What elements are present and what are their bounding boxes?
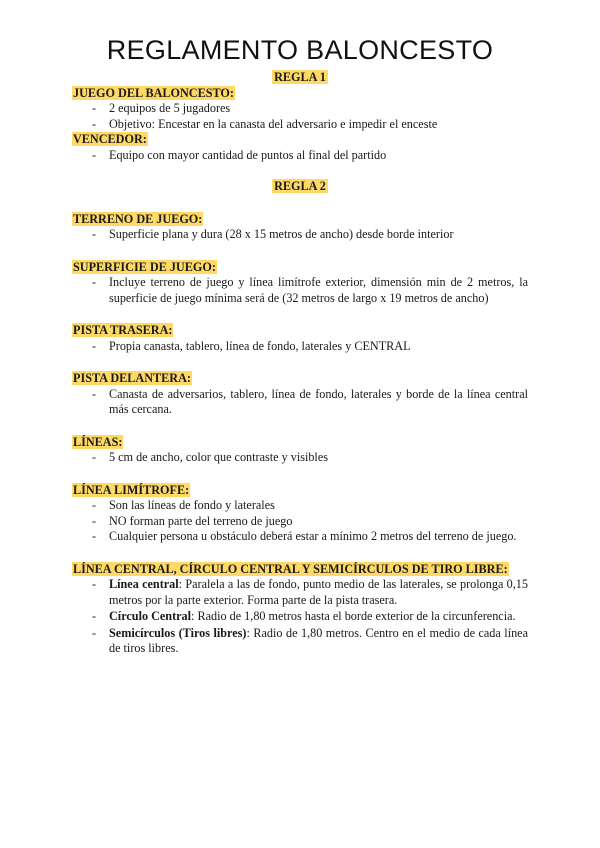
list-item: - Equipo con mayor cantidad de puntos al final del partido (92, 148, 528, 164)
heading-limitrofe: LÍNEA LIMÍTROFE: (73, 482, 190, 497)
list-lineas (72, 450, 528, 466)
term-linea-central: Línea central (109, 577, 179, 591)
list-limitrofe (72, 498, 528, 545)
section-superficie (72, 260, 528, 307)
heading-central: LÍNEA CENTRAL, CÍRCULO CENTRAL Y SEMICÍRCULOS DE TIRO LIBRE: (73, 561, 508, 576)
list-item: - Cualquier persona u obstáculo deberá estar a mínimo 2 metros del terreno de juego. (92, 529, 528, 545)
regla-2-label: REGLA 2 (274, 179, 326, 193)
heading-terreno: TERRENO DE JUEGO: (73, 211, 203, 226)
list-pista-trasera (72, 339, 528, 355)
list-item: - Son las líneas de fondo y laterales (92, 498, 528, 514)
heading-lineas: LÍNEAS: (73, 434, 123, 449)
list-item: - Incluye terreno de juego y línea limítrofe exterior, dimensión min de 2 metros, la superficie de juego mínima será de (32 metros de largo x 19 metros de ancho) (92, 275, 528, 306)
list-item: - 5 cm de ancho, color que contraste y visibles (92, 450, 528, 466)
term-semicirculos: Semicírculos (Tiros libres) (109, 625, 247, 640)
list-item: - Objetivo: Encestar en la canasta del adversario e impedir el enceste (92, 117, 528, 133)
regla-1-label: REGLA 1 (274, 70, 326, 84)
list-item: - Canasta de adversarios, tablero, línea de fondo, laterales y borde de la línea central más cercana. (92, 387, 528, 418)
list-item: - Círculo Central: Radio de 1,80 metros hasta el borde exterior de la circunferencia. (92, 609, 528, 625)
list-central (72, 577, 528, 657)
section-limitrofe (72, 483, 528, 545)
list-item: - 2 equipos de 5 jugadores (92, 101, 528, 117)
heading-pista-delantera: PISTA DELANTERA: (73, 371, 191, 385)
list-superficie (72, 275, 528, 306)
section-pista-delantera (72, 371, 528, 418)
list-vencedor (72, 148, 528, 164)
heading-vencedor: VENCEDOR: (73, 132, 147, 146)
term-circulo-central: Círculo Central (109, 609, 192, 623)
list-juego (72, 101, 528, 132)
list-item: - Semicírculos (Tiros libres): Radio de 1,80 metros. Centro en el medio de cada línea de tiros libres. (92, 626, 528, 657)
list-item: - Línea central: Paralela a las de fondo, punto medio de las laterales, se prolonga 0,15 metros por la parte exterior. Forma parte de la pista trasera. (92, 577, 528, 608)
section-lineas (72, 435, 528, 466)
section-terreno (72, 212, 528, 243)
section-pista-trasera (72, 323, 528, 354)
heading-superficie: SUPERFICIE DE JUEGO: (73, 259, 216, 274)
heading-pista-trasera: PISTA TRASERA: (73, 323, 173, 337)
list-terreno (72, 227, 528, 243)
list-item: - NO forman parte del terreno de juego (92, 514, 528, 530)
list-item: - Superficie plana y dura (28 x 15 metros de ancho) desde borde interior (92, 227, 528, 243)
list-item: - Propia canasta, tablero, línea de fondo, laterales y CENTRAL (92, 339, 528, 355)
list-pista-delantera (72, 387, 528, 418)
page-title: REGLAMENTO BALONCESTO (106, 35, 494, 65)
heading-juego: JUEGO DEL BALONCESTO: (73, 85, 234, 100)
section-central (72, 562, 528, 657)
